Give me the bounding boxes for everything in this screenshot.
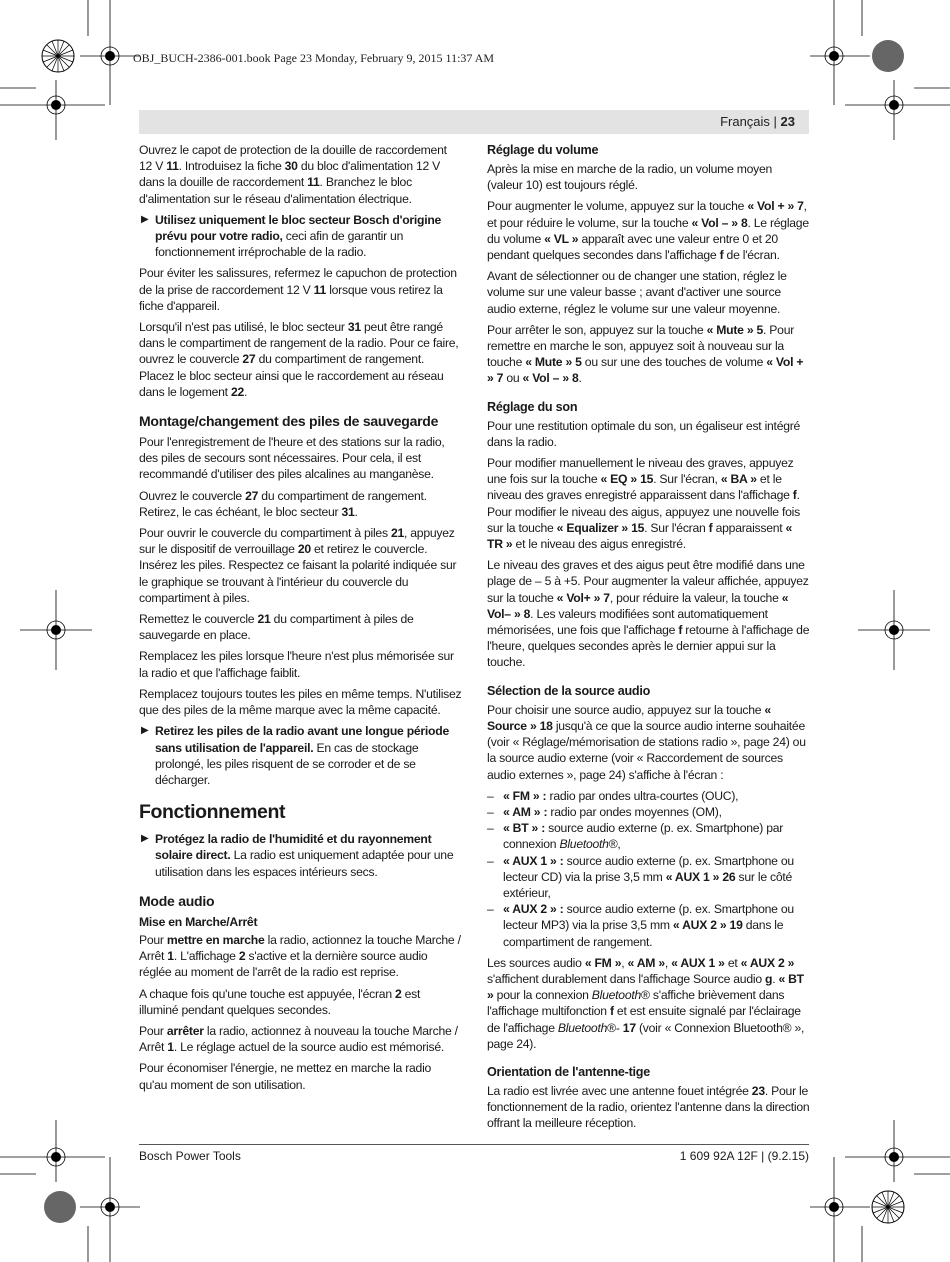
subheading-source: Sélection de la source audio <box>487 683 651 698</box>
subheading-son: Réglage du son <box>487 399 578 414</box>
paragraph: Pour arrêter le son, appuyez sur la touche « Mute » 5. Pour remettre en marche le son, appuyez soit à nouveau sur la touche « Mute » 5 ou sur une des touches de volume « Vol + » 7 ou « Vol – » 8. <box>487 322 804 386</box>
warning-note: ▶ Utilisez uniquement le bloc secteur Bosch d'origine prévu pour votre radio, ceci afin de garantir un fonctionnement irréprochable de la radio. <box>141 212 442 260</box>
paragraph: A chaque fois qu'une touche est appuyée, l'écran 2 est illuminé pendant quelques secondes. <box>139 986 421 1017</box>
source-list <box>487 788 810 950</box>
paragraph: La radio est livrée avec une antenne fouet intégrée 23. Pour le fonctionnement de la radio, orientez l'antenne dans la direction offrant la meilleure réception. <box>487 1083 810 1131</box>
warning-triangle-icon: ▶ <box>141 213 149 225</box>
paragraph: Remplacez les piles lorsque l'heure n'est plus mémorisée sur la radio et que l'affichage faiblit. <box>139 649 454 680</box>
paragraph: Lorsqu'il n'est pas utilisé, le bloc secteur 31 peut être rangé dans le compartiment de rangement de la radio. Pour ce faire, ouvrez le couvercle 27 du compartiment de rangement. Placez le bloc secteur ainsi que le raccordement au réseau dans le logement 22. <box>139 320 459 399</box>
registration-mark-bottom-right <box>810 1120 950 1262</box>
registration-mark-mid-right <box>810 590 950 670</box>
paragraph: Pour l'enregistrement de l'heure et des stations sur la radio, des piles de secours sont nécessaires. Pour cela, il est recommandé d'utiliser des piles alcalines au manganèse. <box>139 435 445 482</box>
paragraph: Ouvrez le couvercle 27 du compartiment de rangement. Retirez, le cas échéant, le bloc secteur 31. <box>139 488 427 519</box>
header-page-label: Français | 23 <box>720 114 795 129</box>
paragraph: Ouvrez le capot de protection de la douille de raccordement 12 V 11. Introduisez la fiche 30 du bloc d'alimentation 12 V dans la douille de raccordement 11. Branchez le bloc d'alimentation sur le réseau d'alimentation électrique. <box>139 143 447 206</box>
paragraph: Pour modifier manuellement le niveau des graves, appuyez une fois sur la touche « EQ » 15. Sur l'écran, « BA » et le niveau des graves enregistré apparaissent dans l'affichage f. Pour modifier le niveau des aigus, appuyez une nouvelle fois sur la touche « Equalizer » 15. Sur l'écran f apparaissent « TR » et le niveau des aigus enregistré. <box>487 456 800 552</box>
registration-mark-top-right <box>810 0 950 140</box>
paragraph: Pour augmenter le volume, appuyez sur la touche « Vol + » 7, et pour réduire le volume, sur la touche « Vol – » 8. Le réglage du volume « VL » apparaît avec une valeur entre 0 et 20 pendant quelques secondes dans l'affichage f de l'écran. <box>487 199 809 263</box>
list-item: – « FM » : radio par ondes ultra-courtes (OUC), <box>487 788 739 803</box>
paragraph: Pour ouvrir le couvercle du compartiment à piles 21, appuyez sur le dispositif de verrouillage 20 et retirez le couvercle. Insérez les piles. Respectez ce faisant la polarité indiquée sur le graphique se trouvant à l'intérieur du couvercle du compartiment à piles. <box>139 526 457 605</box>
registration-mark-bottom-left <box>0 1120 140 1262</box>
paragraph: Pour mettre en marche la radio, actionnez la touche Marche / Arrêt 1. L'affichage 2 s'active et la dernière source audio réglée au moment de l'arrêt de la radio est reprise. <box>139 932 461 980</box>
list-item: – « AM » : radio par ondes moyennes (OM), <box>487 804 722 819</box>
warning-triangle-icon: ▶ <box>141 725 149 737</box>
page-header <box>139 110 809 134</box>
paragraph: Remplacez toujours toutes les piles en même temps. N'utilisez que des piles de la même marque avec la même capacité. <box>139 686 462 718</box>
paragraph: Pour éviter les salissures, refermez le capuchon de protection de la prise de raccordement 12 V 11 lorsque vous retirez la fiche d'appareil. <box>139 266 457 313</box>
paragraph: Après la mise en marche de la radio, un volume moyen (valeur 10) est toujours réglé. <box>487 162 773 193</box>
list-item: – « AUX 1 » : source audio externe (p. ex. Smartphone ou lecteur CD) via la prise 3,5 mm « AUX 1 » 26 sur le côté extérieur, <box>487 853 794 900</box>
paragraph: Remettez le couvercle 21 du compartiment à piles de sauvegarde en place. <box>139 612 414 643</box>
section-heading-piles: Montage/changement des piles de sauvegarde <box>139 413 439 430</box>
paragraph: Pour arrêter la radio, actionnez à nouveau la touche Marche / Arrêt 1. Le réglage actuel de la source audio est mémorisé. <box>139 1023 458 1055</box>
warning-note: ▶ Protégez la radio de l'humidité et du rayonnement solaire direct. La radio est uniquement adaptée pour une utilisation dans les espaces intérieurs secs. <box>141 832 454 879</box>
subheading-antenne: Orientation de l'antenne-tige <box>487 1064 650 1079</box>
registration-mark-top-left <box>0 0 140 140</box>
print-slug: OBJ_BUCH-2386-001.book Page 23 Monday, February 9, 2015 11:37 AM <box>133 51 495 65</box>
chapter-heading-fonctionnement: Fonctionnement <box>139 801 286 824</box>
footer-divider <box>139 1144 809 1145</box>
left-column <box>139 142 462 1098</box>
section-heading-mode-audio: Mode audio <box>139 892 215 909</box>
list-item: – « BT » : source audio externe (p. ex. Smartphone) par connexion Bluetooth®, <box>487 821 784 852</box>
right-column <box>487 142 810 1137</box>
paragraph: Pour une restitution optimale du son, un égaliseur est intégré dans la radio. <box>487 418 801 449</box>
registration-mark-mid-left <box>0 590 140 670</box>
warning-note: ▶ Retirez les piles de la radio avant une longue période sans utilisation de l'appareil. En cas de stockage prolongé, les piles risquent de se corroder et de se décharger. <box>141 724 449 787</box>
paragraph: Pour choisir une source audio, appuyez sur la touche « Source » 18 jusqu'à ce que la source audio interne souhaitée (voir « Réglage/mémorisation de stations radio », page 24) ou la source audio externe (voir « Raccordement de sources audio externes », page 24) s'affiche à l'écran : <box>487 702 806 782</box>
paragraph: Le niveau des graves et des aigus peut être modifié dans une plage de – 5 à +5. Pour augmenter la valeur affichée, appuyez sur la touche « Vol+ » 7, pour réduire la valeur, la touche « Vol– » 8. Les valeurs modifiées sont automatiquement mémorisées, une fois que l'affichage f retourne à l'affichage de l'heure, quelques secondes après le dernier appui sur la touche. <box>487 558 810 670</box>
paragraph: Les sources audio « FM », « AM », « AUX 1 » et « AUX 2 » s'affichent durablement dans l'affichage Source audio g. « BT » pour la connexion Bluetooth® s'affiche brièvement dans l'affichage multifonction f et est ensuite signalé par l'éclairage de l'affichage Bluetooth®- 17 (voir « Connexion Bluetooth® », page 24). <box>487 955 805 1051</box>
subheading-marche-arret: Mise en Marche/Arrêt <box>139 914 258 929</box>
warning-triangle-icon: ▶ <box>141 833 149 845</box>
paragraph: Avant de sélectionner ou de changer une station, réglez le volume sur une valeur basse ; avant d'activer une source audio externe, réglez le volume sur une valeur moyenne. <box>487 269 787 316</box>
footer-brand: Bosch Power Tools <box>139 1149 241 1163</box>
paragraph: Pour économiser l'énergie, ne mettez en marche la radio qu'au moment de son utilisation. <box>139 1061 432 1092</box>
list-item: – « AUX 2 » : source audio externe (p. ex. Smartphone ou lecteur MP3) via la prise 3,5 mm « AUX 2 » 19 dans le compartiment de rangement. <box>487 902 794 949</box>
subheading-volume: Réglage du volume <box>487 143 599 157</box>
footer-code: 1 609 92A 12F | (9.2.15) <box>679 1149 809 1163</box>
